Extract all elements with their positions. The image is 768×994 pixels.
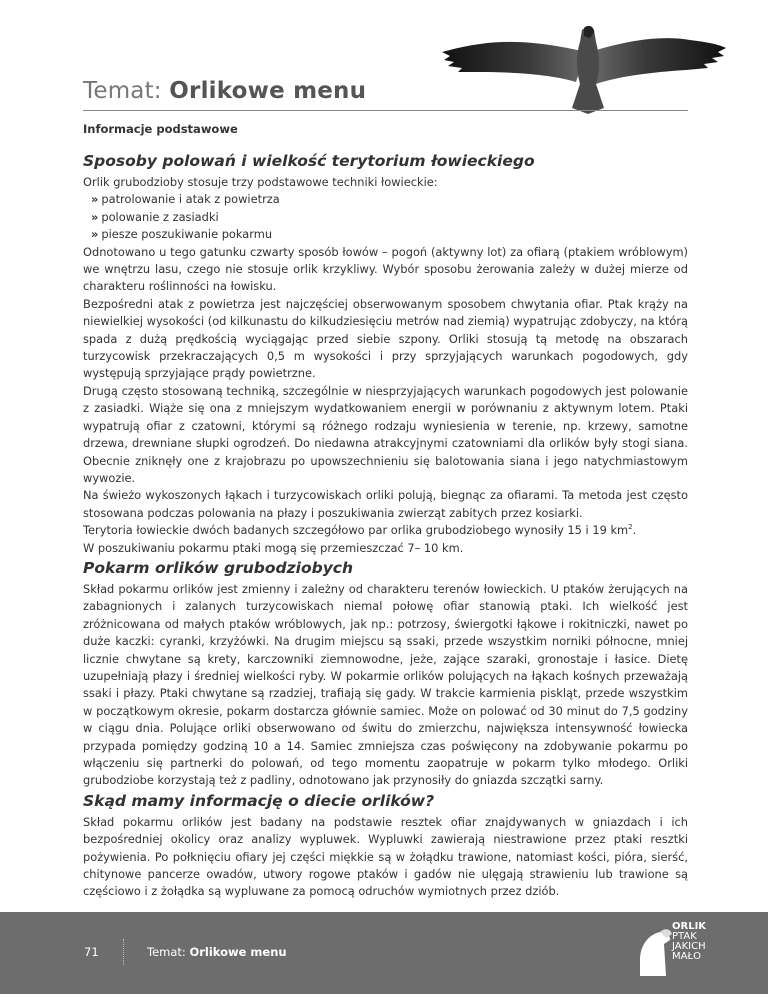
eagle-illustration: [440, 22, 728, 118]
paragraph: Orlik grubodzioby stosuje trzy podstawowe techniki łowieckie:: [83, 175, 438, 189]
list-item: » polowanie z zasiadki: [91, 209, 219, 224]
subheading: Informacje podstawowe: [83, 122, 238, 136]
page-footer: [0, 912, 768, 994]
title-divider: [83, 110, 688, 111]
paragraph: Skład pokarmu orlików jest zmienny i zależny od charakteru terenów łowieckich. U ptaków żerujących na zabagnionych i zalanych turzycowiskach niemal połowę ofiar stanowią ptaki. Ich wielkość jest zróżnicowana od małych ptaków wróblowych, jak np.: potrzosy, świergotki łąkowe i rokitniczki, nawet po duże kaczki: cyranki, krzyżówki. Na drugim miejscu są ssaki, przede wszystkim norniki północne, mniej licznie chwytane są krety, karczowniki ziemnowodne, jeże, zające szaraki, gronostaje i łasice. Dietę uzupełniają płazy i średniej wielkości ryby. W pokarmie orlików polujących na łąkach kośnych przeważają ssaki i płazy. Ptaki chwytane są rzadziej, trafiają się gady. W trakcie karmienia piskląt, przede wszystkim w początkowym okresie, pokarm dostarcza głównie samiec. Może on polować od 30 minut do 7,5 godziny w ciągu dnia. Polujące orliki obserwowano od świtu do zmierzchu, największa intensywność łowiecka przypada pomiędzy godziną 10 a 14. Samiec zmniejsza czas poświęcony na zdobywanie pokarmu po włączeniu się partnerki do polowań, od tego momentu zaopatruje w pokarm tylko młodego. Orliki grubodziobe korzystają też z padliny, odnotowano jak przynosiły do gniazda szczątki sarny.: [83, 581, 688, 788]
technique-list: [83, 191, 688, 243]
page-title: Temat: Orlikowe menu: [83, 78, 367, 104]
section-heading-hunting: Sposoby polowań i wielkość terytorium łowieckiego: [83, 152, 535, 170]
paragraph: W poszukiwaniu pokarmu ptaki mogą się przemieszczać 7– 10 km.: [83, 540, 464, 555]
bullet-arrow-icon: »: [91, 209, 99, 224]
list-item: » piesze poszukiwanie pokarmu: [91, 227, 273, 242]
footer-title: Temat: Orlikowe menu: [147, 945, 287, 959]
footer-divider: [123, 939, 124, 965]
paragraph: Bezpośredni atak z powietrza jest najczęściej obserwowanym sposobem chwytania ofiar. Ptak krąży na niewielkiej wysokości (od kilkunastu do kilkudziesięciu metrów nad ziemią) wypatrując zdobyczy, na którą spada z dużą prędkością wyciągając przed siebie szpony. Orliki stosują tą metodę na obszarach turzycowisk przekraczających 0,5 m wysokości i przy sprzyjających warunkach pogodowych, gdy występują sprzyjające prądy powietrzne.: [83, 296, 688, 381]
list-item: » patrolowanie i atak z powietrza: [91, 192, 280, 207]
logo-text: ORLIK PTAK JAKICH MAŁO: [672, 921, 707, 962]
bullet-arrow-icon: »: [91, 227, 99, 242]
paragraph: Drugą często stosowaną techniką, szczególnie w niesprzyjających warunkach pogodowych jest polowanie z zasiadki. Wiąże się ona z mniejszym wydatkowaniem energii w porównaniu z aktywnym lotem. Ptaki wypatrują ofiar z czatowni, którymi są różnego rodzaju wyniesienia w terenie, np. krzewy, samotne drzewa, drewniane słupki ogrodzeń. Do niedawna atrakcyjnymi czatowniami dla orlików były stogi siana. Obecnie zniknęły one z krajobrazu po upowszechnieniu się balotowania siana i jego natychmiastowym wywozie.: [83, 383, 688, 485]
paragraph: Skład pokarmu orlików jest badany na podstawie resztek ofiar znajdywanych w gniazdach i ich bezpośredniej okolicy oraz analizy wypluwek. Wypluwki zawierają niestrawione przez ptaki resztki pożywienia. Po połknięciu ofiary jej części miękkie są w żołądku trawione, natomiast kości, pióra, sierść, chitynowe pancerze owadów, utwory rogowe ptaków i gadów nie ulęgają strawieniu lub trawione są częściowo i z żołądka są wypluwane za pomocą odruchów wymiotnych przez dziób.: [83, 814, 688, 899]
content-body: [83, 150, 688, 901]
paragraph: Na świeżo wykoszonych łąkach i turzycowiskach orliki polują, biegnąc za ofiarami. Ta metoda jest często stosowana podczas polowania na płazy i poszukiwania zwierząt zabitych przez kosiarki.: [83, 488, 688, 520]
page-number: 71: [84, 945, 99, 959]
paragraph: Terytoria łowieckie dwóch badanych szczegółowo par orlika grubodziobego wynosiły 15 i 19 $km^2$.: [83, 523, 637, 538]
paragraph: Odnotowano u tego gatunku czwarty sposób łowów – pogoń (aktywny lot) za ofiarą (ptakiem wróblowym) we wnętrzu lasu, czego nie stosuje orlik krzykliwy. Wybór sposobu żerowania zależy w dużej mierze od charakteru roślinności na łowisku.: [83, 244, 688, 294]
section-heading-sources: Skąd mamy informację o diecie orlików?: [83, 791, 435, 810]
section-heading-diet: Pokarm orlików grubodziobych: [83, 558, 354, 577]
bullet-arrow-icon: »: [91, 192, 99, 207]
